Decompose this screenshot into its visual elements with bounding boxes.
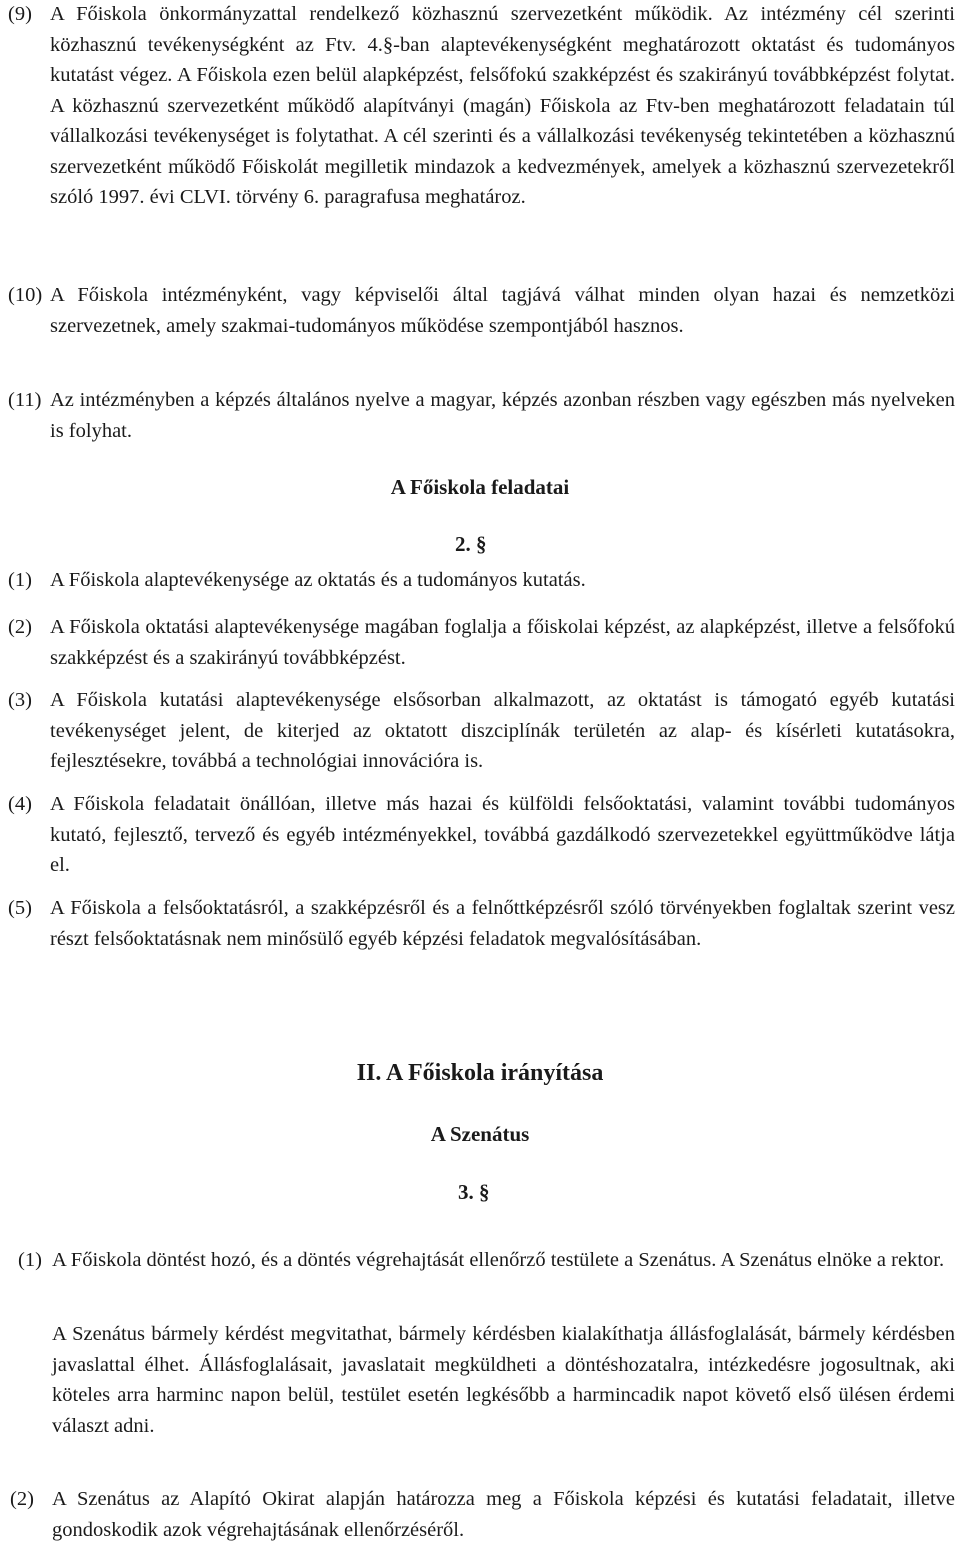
paragraph-text: A Főiskola a felsőoktatásról, a szakképzésről és a felnőttképzésről szóló törvényekben foglaltak szerint vesz részt felsőoktatásnak nem minősülő egyéb képzési feladatok megvalósításában. <box>50 897 955 950</box>
paragraph-11 <box>8 385 955 446</box>
paragraph-number: (4) <box>8 793 32 815</box>
section-2-item-3 <box>8 685 955 777</box>
paragraph-text: A Főiskola intézményként, vagy képviselői által tagjává válhat minden olyan hazai és nemzetközi szervezetnek, amely szakmai-tudományos működése szempontjából hasznos. <box>50 284 955 337</box>
section-number-3: 3. § <box>458 1180 490 1204</box>
paragraph-9 <box>8 0 955 213</box>
paragraph-text: A Szenátus bármely kérdést megvitathat, bármely kérdésben kialakíthatja állásfoglalását, bármely kérdésben javaslattal élhet. Állásfoglalásait, javaslatait megküldheti a döntéshozatalra, intézkedésre jogosultnak, aki köteles arra harminc napon belül, testület esetén legkésőbb a harmincadik napot követő első ülésen érdemi választ adni. <box>52 1323 955 1437</box>
paragraph-text: A Főiskola alaptevékenysége az oktatás és a tudományos kutatás. <box>50 569 586 591</box>
section-heading-szenatus: A Szenátus <box>430 1122 530 1146</box>
paragraph-text: A Főiskola oktatási alaptevékenysége magában foglalja a főiskolai képzést, az alapképzést, illetve a felsőfokú szakképzést és a szakirányú továbbképzést. <box>50 616 955 669</box>
paragraph-text: A Főiskola döntést hozó, és a döntés végrehajtását ellenőrző testülete a Szenátus. A Szenátus elnöke a rektor. <box>52 1249 945 1271</box>
paragraph-number: (2) <box>8 616 32 638</box>
paragraph-number: (9) <box>8 3 32 25</box>
section-3-item-unnumbered <box>18 1319 955 1441</box>
paragraph-number: (3) <box>8 689 32 711</box>
section-number-2: 2. § <box>455 532 487 556</box>
paragraph-text: Az intézményben a képzés általános nyelve a magyar, képzés azonban részben vagy egészben más nyelveken is folyhat. <box>50 389 955 442</box>
section-heading-feladatai: A Főiskola feladatai <box>390 475 570 499</box>
paragraph-number: (11) <box>8 389 42 411</box>
paragraph-10 <box>8 280 955 341</box>
section-3-item-2 <box>10 1484 955 1545</box>
paragraph-number: (1) <box>8 569 32 591</box>
paragraph-number: (2) <box>10 1488 34 1510</box>
section-2-item-2 <box>8 612 955 673</box>
paragraph-text: A Főiskola önkormányzattal rendelkező közhasznú szervezetként működik. Az intézmény cél szerinti közhasznú tevékenységként az Ftv. 4.§-ban alaptevékenységként meghatározott oktatást és tudományos kutatást végez. A Főiskola ezen belül alapképzést, felsőfokú szakképzést és szakirányú továbbképzést folytat. A közhasznú szervezetként működő alapítványi (magán) Főiskola az Ftv-ben meghatározott feladatain túl vállalkozási tevékenységet is folytathat. A cél szerinti és a vállalkozási tevékenység tekintetében a közhasznú szervezetként működő Főiskolát megilletik mindazok a kedvezmények, amelyek a közhasznú szervezetekről szóló 1997. évi CLVI. törvény 6. paragrafusa meghatároz. <box>50 3 955 208</box>
paragraph-number: (1) <box>18 1249 42 1271</box>
paragraph-text: A Főiskola kutatási alaptevékenysége elsősorban alkalmazott, az oktatást is támogató egyéb kutatási tevékenységet jelent, de kiterjed az oktatott diszciplínák területén az alap- és kísérleti kutatásokra, fejlesztésekre, továbbá a technológiai innovációra is. <box>50 689 955 772</box>
paragraph-number: (5) <box>8 897 32 919</box>
paragraph-number: (10) <box>8 284 43 306</box>
chapter-title: II. A Főiskola irányítása <box>356 1060 604 1086</box>
paragraph-text: A Főiskola feladatait önállóan, illetve más hazai és külföldi felsőoktatási, valamint további tudományos kutató, fejlesztő, tervező és egyéb intézményekkel, továbbá gazdálkodó szervezetekkel együttműködve látja el. <box>50 793 955 876</box>
section-2-item-1 <box>8 565 955 596</box>
section-3-item-1 <box>18 1245 955 1276</box>
section-2-item-5 <box>8 893 955 954</box>
section-2-item-4 <box>8 789 955 881</box>
paragraph-text: A Szenátus az Alapító Okirat alapján határozza meg a Főiskola képzési és kutatási feladatait, illetve gondoskodik azok végrehajtásának ellenőrzéséről. <box>52 1488 955 1541</box>
